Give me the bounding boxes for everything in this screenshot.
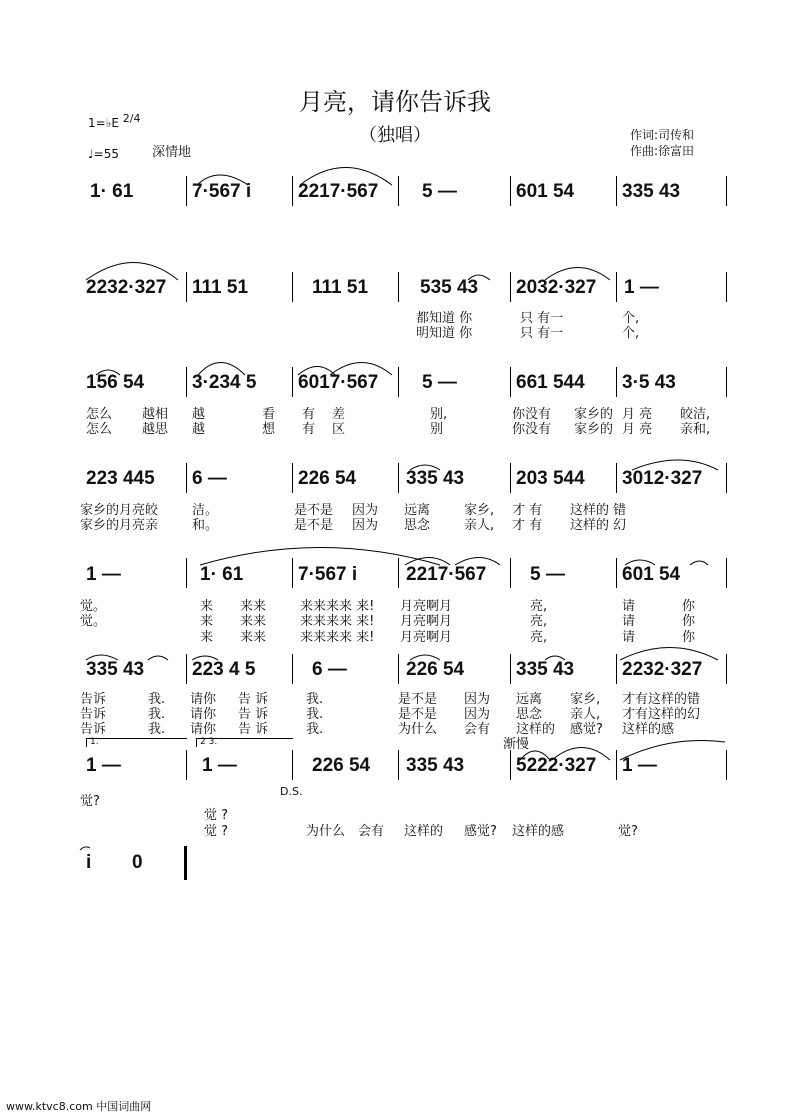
measure: 601 54 <box>622 564 681 585</box>
lyricist: 作词:司传和 <box>630 128 695 142</box>
lyric: 别 <box>430 422 444 437</box>
measure: 6 — <box>192 468 227 489</box>
lyric: 远离 <box>404 503 431 518</box>
lyric: 告诉 <box>80 707 107 722</box>
lyric: 会有 <box>464 722 491 737</box>
measure: 5222·327 <box>516 755 597 776</box>
measure: 1 — <box>86 564 121 585</box>
lyric: 才有这样的错 <box>622 692 701 707</box>
lyric: 我. <box>148 692 166 707</box>
measure: 335 43 <box>622 181 681 202</box>
lyric: 越 <box>192 407 206 422</box>
lyric: 这样的感 <box>622 722 675 737</box>
measure: 3012·327 <box>622 468 703 489</box>
lyric: 这样的感 <box>512 824 565 839</box>
lyric: 越 <box>192 422 206 437</box>
measure: 223 4 5 <box>192 659 256 680</box>
measure: 335 43 <box>86 659 145 680</box>
measure: 7·567 i <box>298 564 358 585</box>
tempo-mark: ♩=55 <box>88 147 119 161</box>
lyric: 感觉? <box>464 824 497 839</box>
lyric: 别, <box>430 407 448 422</box>
lyric: 远离 <box>516 692 543 707</box>
measure: 226 54 <box>298 468 357 489</box>
measure: 3·5 43 <box>622 372 676 393</box>
lyric: 月亮啊月 <box>400 599 453 614</box>
lyric: 是不是 <box>398 707 438 722</box>
lyric: 来 <box>200 599 214 614</box>
lyric: 请 <box>622 630 636 645</box>
lyric: 这样的 幻 <box>570 518 627 533</box>
lyric: 觉。 <box>80 599 107 614</box>
measure: 1 — <box>624 277 659 298</box>
lyric: 告 诉 <box>238 692 269 707</box>
lyric: 皎洁, <box>680 407 711 422</box>
lyric: 这样的 错 <box>570 503 627 518</box>
measure: 111 51 <box>312 277 369 298</box>
lyric: 为什么 <box>306 824 346 839</box>
lyric: 因为 <box>352 503 379 518</box>
lyric: 个, <box>622 326 640 341</box>
measure: 5 — <box>530 564 565 585</box>
lyric: 请你 <box>190 707 217 722</box>
lyric: 才 有 <box>512 503 543 518</box>
lyric: 越相 <box>142 407 169 422</box>
measure: 661 544 <box>516 372 585 393</box>
lyric: 我. <box>306 692 324 707</box>
lyric: 怎么 <box>86 407 113 422</box>
measure: 2232·327 <box>86 277 167 298</box>
lyric: 你没有 <box>512 407 552 422</box>
measure: 335 43 <box>406 755 465 776</box>
lyric: 告 诉 <box>238 722 269 737</box>
lyric: 只 有一 <box>520 311 564 326</box>
lyric: 亲人, <box>464 518 495 533</box>
lyric: 都知道 你 <box>416 311 473 326</box>
lyric: 个, <box>622 311 640 326</box>
lyric: 因为 <box>352 518 379 533</box>
measure: 2217·567 <box>406 564 487 585</box>
measure: 6 — <box>312 659 347 680</box>
lyric: 家乡, <box>570 692 601 707</box>
measure: 2232·327 <box>622 659 703 680</box>
slur <box>690 561 708 565</box>
lyric: 你没有 <box>512 422 552 437</box>
lyric: 只 有一 <box>520 326 564 341</box>
lyric: 月亮啊月 <box>400 630 453 645</box>
lyric: 怎么 <box>86 422 113 437</box>
measure: 5 — <box>422 372 457 393</box>
measure: 0 <box>132 852 143 873</box>
lyric: 家乡, <box>464 503 495 518</box>
lyric: 觉? <box>618 824 638 839</box>
lyric: 思念 <box>516 707 543 722</box>
lyric: 觉? <box>80 794 100 809</box>
lyric: 来来 <box>240 614 267 629</box>
lyric: 感觉? <box>570 722 603 737</box>
lyric: 有 <box>302 422 316 437</box>
lyric: 我. <box>306 707 324 722</box>
measure: 6017·567 <box>298 372 379 393</box>
measure: 1· 61 <box>200 564 244 585</box>
lyric: 我. <box>148 707 166 722</box>
lyric: 觉 ? <box>204 824 229 839</box>
ds-marking: D.S. <box>280 785 303 798</box>
lyric: 思念 <box>404 518 431 533</box>
volta-2: 2 3. <box>200 737 218 747</box>
lyric: 亮, <box>530 599 548 614</box>
volta-1: 1. <box>90 737 99 747</box>
lyric: 洁。 <box>192 503 219 518</box>
lyric: 有 <box>302 407 316 422</box>
lyric: 越思 <box>142 422 169 437</box>
slur <box>148 656 168 660</box>
measure: 2217·567 <box>298 181 379 202</box>
watermark: www.ktvc8.com 中国词曲网 <box>6 1100 152 1113</box>
lyric: 亮, <box>530 630 548 645</box>
lyric: 看 <box>262 407 276 422</box>
lyric: 明知道 你 <box>416 326 473 341</box>
song-title: 月亮，请你告诉我 <box>299 88 491 116</box>
lyric: 觉。 <box>80 614 107 629</box>
lyric: 亲和, <box>680 422 711 437</box>
slur <box>80 847 90 850</box>
lyric: 请 <box>622 599 636 614</box>
time-signature: 2/4 <box>122 112 141 125</box>
measure: 601 54 <box>516 181 575 202</box>
key-label: 1=♭E <box>88 116 119 130</box>
lyric: 月 亮 <box>622 422 653 437</box>
measure: 226 54 <box>406 659 465 680</box>
lyric: 家乡的月亮亲 <box>80 518 159 533</box>
tempo-marking: 渐慢 <box>503 737 530 752</box>
lyric: 你 <box>682 614 696 629</box>
measure: 535 43 <box>420 277 479 298</box>
lyric: 因为 <box>464 692 491 707</box>
measure: 7·567 i <box>192 181 252 202</box>
lyric: 告诉 <box>80 722 107 737</box>
lyric: 才 有 <box>512 518 543 533</box>
measure: 1· 61 <box>90 181 134 202</box>
lyric: 会有 <box>358 824 385 839</box>
lyric: 亲人, <box>570 707 601 722</box>
lyric: 因为 <box>464 707 491 722</box>
measure: 1 — <box>86 755 121 776</box>
lyric: 是不是 <box>294 503 334 518</box>
lyric: 我. <box>306 722 324 737</box>
lyric: 是不是 <box>398 692 438 707</box>
lyric: 告诉 <box>80 692 107 707</box>
lyric: 为什么 <box>398 722 438 737</box>
lyric: 这样的 <box>404 824 444 839</box>
measure: 223 445 <box>86 468 155 489</box>
song-subtitle: （独唱） <box>359 125 431 146</box>
measure: 5 — <box>422 181 457 202</box>
lyric: 觉 ? <box>204 808 229 823</box>
slur <box>200 548 440 566</box>
lyric: 月亮啊月 <box>400 614 453 629</box>
expression-mark: 深情地 <box>152 145 192 160</box>
composer: 作曲:徐富田 <box>630 144 695 158</box>
lyric: 来来 <box>240 599 267 614</box>
lyric: 请你 <box>190 692 217 707</box>
lyric: 想 <box>262 422 276 437</box>
measure: 1 — <box>622 755 657 776</box>
measure: 335 43 <box>516 659 575 680</box>
lyric: 才有这样的幻 <box>622 707 701 722</box>
lyric: 来 <box>200 614 214 629</box>
measure: 203 544 <box>516 468 585 489</box>
lyric: 是不是 <box>294 518 334 533</box>
lyric: 来来 <box>240 630 267 645</box>
measure: 3·234 5 <box>192 372 257 393</box>
lyric: 和。 <box>192 518 219 533</box>
measure: 226 54 <box>312 755 371 776</box>
lyric: 来来来来 来! <box>300 630 375 645</box>
lyric: 来来来来 来! <box>300 599 375 614</box>
lyric: 家乡的 <box>574 407 614 422</box>
lyric: 亮, <box>530 614 548 629</box>
lyric: 这样的 <box>516 722 556 737</box>
measure: 111 51 <box>192 277 249 298</box>
lyric: 来来来来 来! <box>300 614 375 629</box>
lyric: 你 <box>682 630 696 645</box>
lyric: 告 诉 <box>238 707 269 722</box>
measure: i <box>86 852 92 873</box>
lyric: 请你 <box>190 722 217 737</box>
lyric: 家乡的月亮皎 <box>80 503 159 518</box>
measure: 156 54 <box>86 372 145 393</box>
lyric: 差 <box>332 407 346 422</box>
measure: 335 43 <box>406 468 465 489</box>
measure: 1 — <box>202 755 237 776</box>
lyric: 家乡的 <box>574 422 614 437</box>
measure: 2032·327 <box>516 277 597 298</box>
lyric: 来 <box>200 630 214 645</box>
lyric: 月 亮 <box>622 407 653 422</box>
lyric: 你 <box>682 599 696 614</box>
lyric: 请 <box>622 614 636 629</box>
lyric: 我. <box>148 722 166 737</box>
lyric: 区 <box>332 422 346 437</box>
